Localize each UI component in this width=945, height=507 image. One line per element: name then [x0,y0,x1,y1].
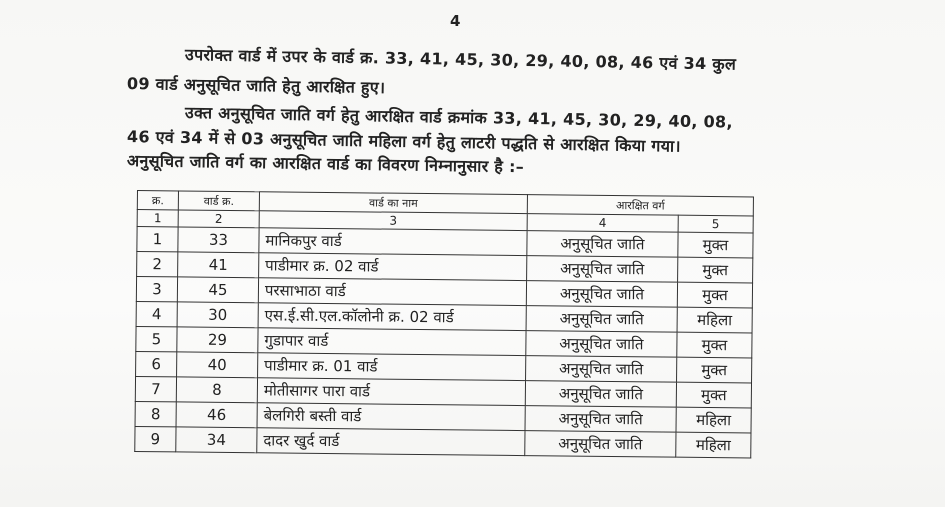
header-ward-name: वार्ड का नाम [259,192,527,214]
header-ward-no: वार्ड क्र. [178,191,259,211]
cell-type: महिला [677,307,752,333]
cell-type: मुक्त [677,332,752,358]
cell-type: महिला [676,407,751,433]
header-sno: क्र. [137,191,178,210]
column-number: 2 [178,210,259,228]
cell-type: मुक्त [677,282,752,308]
paragraph-line-5: अनुसूचित जाति वर्ग का आरक्षित वार्ड का विवरण निम्नानुसार है :– [126,151,525,177]
cell-category: अनुसूचित जाति [526,331,677,358]
table-body [135,210,754,458]
cell-ward-no: 41 [178,252,259,278]
cell-type: मुक्त [678,232,753,258]
cell-sno: 7 [135,376,176,401]
cell-ward-name: मोतीसागर पारा वार्ड [257,378,525,406]
cell-ward-name: पाडीमार क्र. 01 वार्ड [258,353,526,381]
paragraph-line-4: 46 एवं 34 में से 03 अनुसूचित जाति महिला वर्ग हेतु लाटरी पद्धति से आरक्षित किया गया। [126,127,681,156]
cell-category: अनुसूचित जाति [525,406,676,433]
cell-ward-name: दादर खुर्द वार्ड [257,428,525,456]
cell-ward-name: एस.ई.सी.एल.कॉलोनी क्र. 02 वार्ड [258,303,526,331]
cell-ward-no: 46 [176,402,257,428]
cell-sno: 2 [137,252,178,277]
cell-category: अनुसूचित जाति [525,431,676,458]
cell-ward-name: परसाभाठा वार्ड [258,278,526,306]
cell-sno: 5 [136,326,177,351]
cell-category: अनुसूचित जाति [526,306,677,333]
cell-ward-no: 30 [177,302,258,328]
cell-sno: 6 [136,351,177,376]
cell-sno: 3 [136,277,177,302]
paragraph-line-2: 09 वार्ड अनुसूचित जाति हेतु आरक्षित हुए। [126,74,386,98]
cell-ward-no: 29 [177,327,258,353]
cell-ward-no: 33 [178,227,259,253]
cell-category: अनुसूचित जाति [527,256,678,283]
column-number: 5 [678,215,753,233]
cell-category: अनुसूचित जाति [525,381,676,408]
page-number: 4 [450,12,461,30]
cell-ward-name: गुडापार वार्ड [258,328,526,356]
cell-sno: 4 [136,301,177,326]
cell-sno: 1 [137,227,178,252]
cell-ward-no: 34 [176,427,257,453]
cell-sno: 9 [135,426,176,451]
column-number: 1 [137,210,178,227]
header-reserved-category: आरक्षित वर्ग [527,195,753,216]
cell-sno: 8 [135,401,176,426]
paragraph-line-3: उक्त अनुसूचित जाति वर्ग हेतु आरक्षित वार्ड क्रमांक 33, 41, 45, 30, 29, 40, 08, [184,103,733,132]
cell-ward-no: 40 [177,352,258,378]
cell-type: महिला [676,432,751,458]
cell-category: अनुसूचित जाति [526,281,677,308]
cell-ward-name: बेलगिरी बस्ती वार्ड [257,403,525,431]
cell-ward-name: मानिकपुर वार्ड [259,228,527,256]
column-number: 3 [259,211,527,231]
table-row [135,426,751,457]
ward-reservation-table [134,190,754,458]
column-number: 4 [527,214,678,233]
cell-type: मुक्त [676,382,751,408]
cell-ward-name: पाडीमार क्र. 02 वार्ड [259,253,527,281]
cell-category: अनुसूचित जाति [526,356,677,383]
paragraph-line-1: उपरोक्त वार्ड में उपर के वार्ड क्र. 33, 41, 45, 30, 29, 40, 08, 46 एवं 34 कुल [184,45,737,74]
cell-ward-no: 8 [176,377,257,403]
cell-type: मुक्त [678,257,753,283]
cell-ward-no: 45 [177,277,258,303]
cell-category: अनुसूचित जाति [527,231,678,258]
cell-type: मुक्त [677,357,752,383]
